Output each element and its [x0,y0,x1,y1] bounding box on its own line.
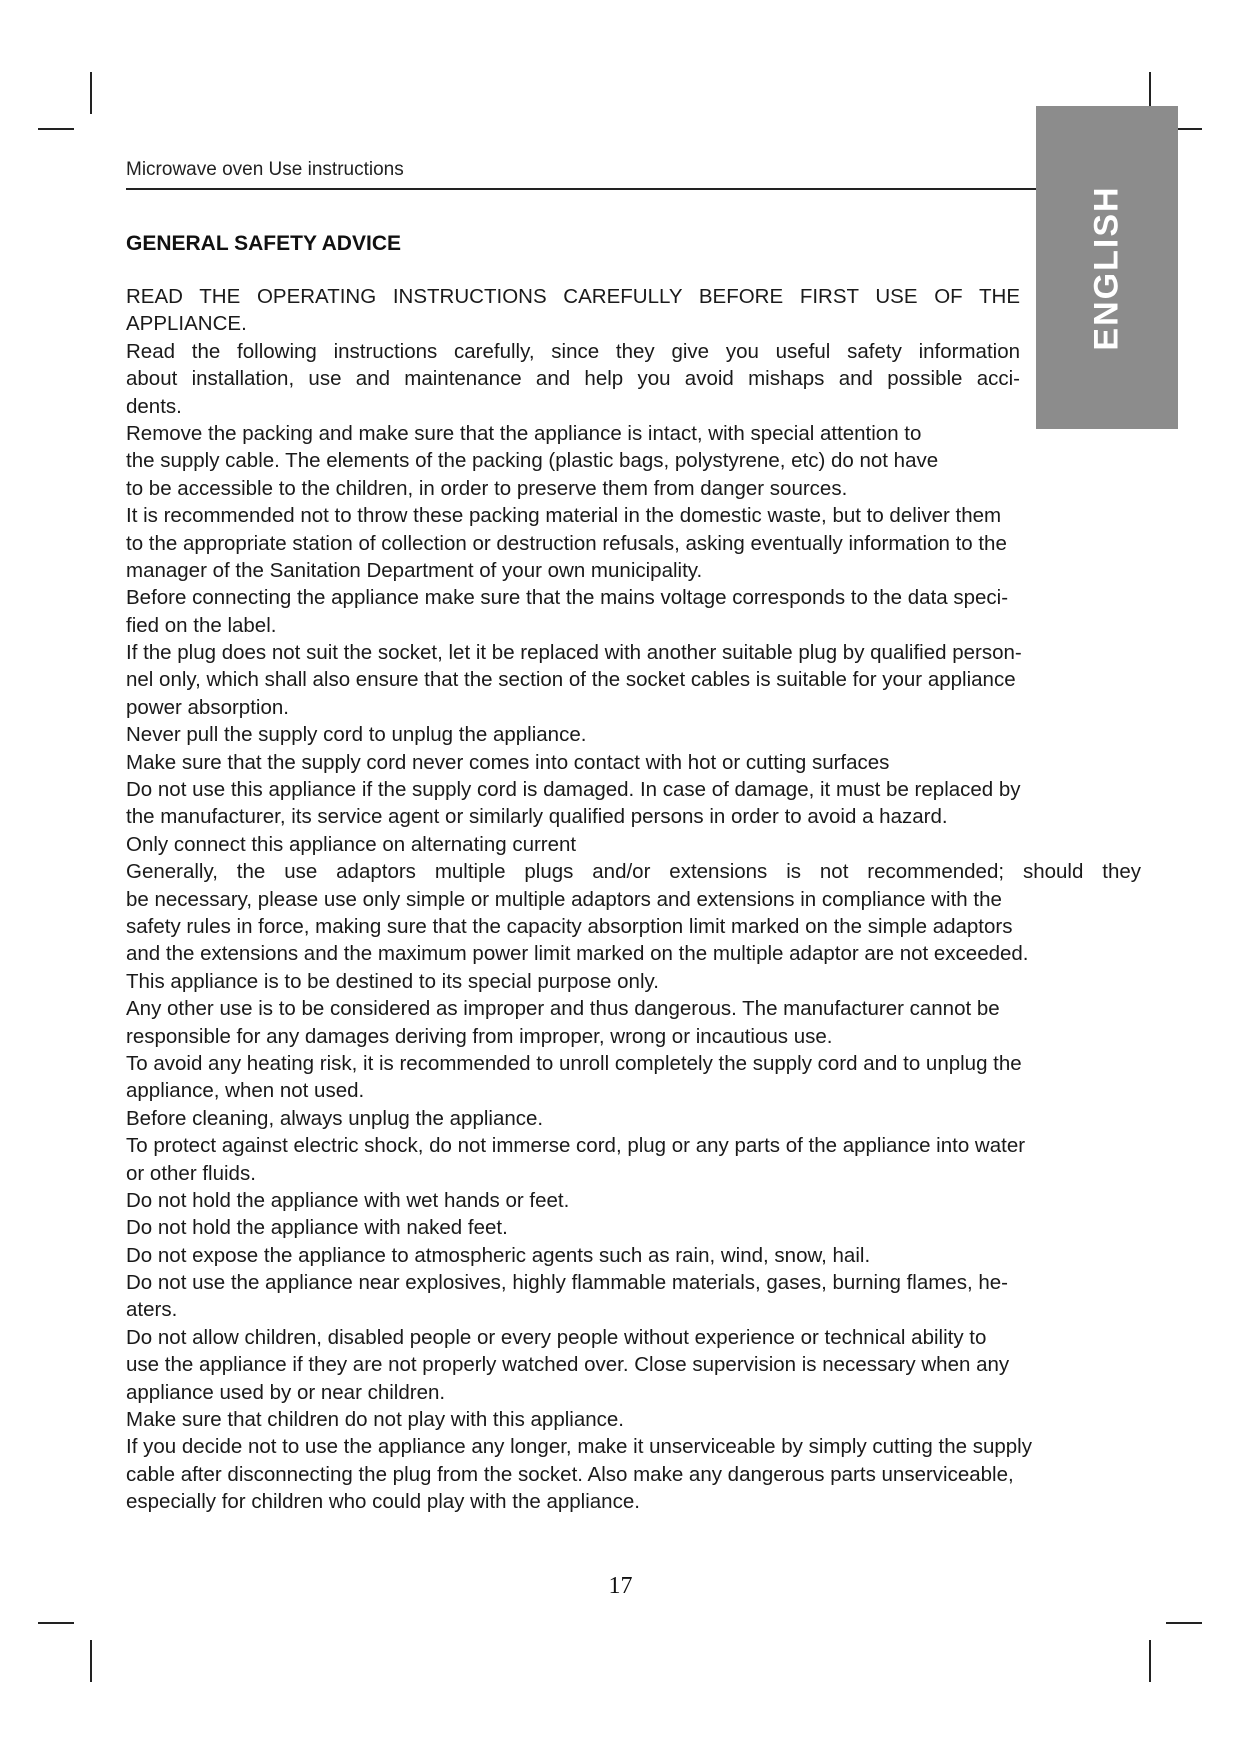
text-line: aters. [126,1298,178,1322]
text-line: Generally, the use adaptors multiple plugs and/or extensions is not recommended; should they [126,860,1141,884]
text-line: Make sure that the supply cord never comes into contact with hot or cutting surfaces [126,750,890,774]
crop-mark [1149,1640,1151,1682]
text-line: Do not hold the appliance with naked feet. [126,1216,508,1240]
language-tab-label: ENGLISH [1087,184,1126,351]
text-line: Before cleaning, always unplug the appliance. [126,1106,544,1130]
text-line: Make sure that children do not play with this appliance. [126,1408,624,1432]
crop-mark [90,72,92,114]
text-line: Never pull the supply cord to unplug the appliance. [126,723,587,747]
text-line: to the appropriate station of collection or destruction refusals, asking eventually information to the [126,531,1007,555]
crop-mark [38,128,74,130]
crop-mark [38,1622,74,1624]
page-number: 17 [608,1573,633,1599]
text-line: To avoid any heating risk, it is recommended to unroll completely the supply cord and to unplug the [126,1051,1022,1075]
text-line: Do not expose the appliance to atmospheric agents such as rain, wind, snow, hail. [126,1243,871,1267]
text-line: APPLIANCE. [126,312,247,336]
text-line: fied on the label. [126,613,277,637]
running-header: Microwave oven Use instructions [126,159,404,180]
crop-mark [1166,1622,1202,1624]
text-line: Only connect this appliance on alternating current [126,832,577,856]
header-rule [126,188,1036,190]
text-line: Do not hold the appliance with wet hands or feet. [126,1188,570,1212]
text-line: Do not use the appliance near explosives, highly flammable materials, gases, burning flames, he- [126,1271,1008,1295]
text-line: safety rules in force, making sure that the capacity absorption limit marked on the simple adaptors [126,914,1013,938]
text-line: the supply cable. The elements of the packing (plastic bags, polystyrene, etc) do not have [126,449,939,473]
text-line: Read the following instructions carefully, since they give you useful safety information [126,339,1020,363]
text-line: responsible for any damages deriving from improper, wrong or incautious use. [126,1024,833,1048]
text-line: appliance, when not used. [126,1079,365,1103]
text-line: or other fluids. [126,1161,256,1185]
text-line: dents. [126,394,182,418]
section-title: GENERAL SAFETY ADVICE [126,232,401,255]
text-line: This appliance is to be destined to its special purpose only. [126,969,659,993]
text-line: If the plug does not suit the socket, let it be replaced with another suitable plug by qualified person- [126,641,1022,665]
text-line: be necessary, please use only simple or multiple adaptors and extensions in compliance with the [126,887,1002,911]
text-line: appliance used by or near children. [126,1380,446,1404]
text-line: Do not allow children, disabled people or every people without experience or technical ability to [126,1325,987,1349]
text-line: READ THE OPERATING INSTRUCTIONS CAREFULLY BEFORE FIRST USE OF THE [126,285,1020,308]
text-line: Any other use is to be considered as improper and thus dangerous. The manufacturer cannot be [126,997,1000,1021]
text-line: especially for children who could play with the appliance. [126,1490,640,1514]
text-line: nel only, which shall also ensure that the section of the socket cables is suitable for your appliance [126,668,1016,692]
text-line: If you decide not to use the appliance any longer, make it unserviceable by simply cutting the supply [126,1435,1032,1459]
text-line: To protect against electric shock, do not immerse cord, plug or any parts of the appliance into water [126,1134,1026,1158]
text-line: Before connecting the appliance make sure that the mains voltage corresponds to the data speci- [126,586,1009,610]
text-line: about installation, use and maintenance and help you avoid mishaps and possible acci- [126,367,1020,391]
crop-mark [90,1640,92,1682]
text-line: to be accessible to the children, in order to preserve them from danger sources. [126,476,848,500]
text-line: It is recommended not to throw these packing material in the domestic waste, but to deliver them [126,504,1002,528]
text-line: cable after disconnecting the plug from the socket. Also make any dangerous parts unserviceable, [126,1462,1014,1486]
text-line: Do not use this appliance if the supply cord is damaged. In case of damage, it must be replaced by [126,778,1021,802]
text-line: use the appliance if they are not properly watched over. Close supervision is necessary when any [126,1353,1010,1377]
safety-advice-body [126,283,1156,1516]
text-line: and the extensions and the maximum power limit marked on the multiple adaptor are not exceeded. [126,942,1029,966]
text-line: Remove the packing and make sure that the appliance is intact, with special attention to [126,421,922,445]
text-line: manager of the Sanitation Department of your own municipality. [126,558,703,582]
text-line: the manufacturer, its service agent or similarly qualified persons in order to avoid a hazard. [126,805,948,829]
text-line: power absorption. [126,695,289,719]
